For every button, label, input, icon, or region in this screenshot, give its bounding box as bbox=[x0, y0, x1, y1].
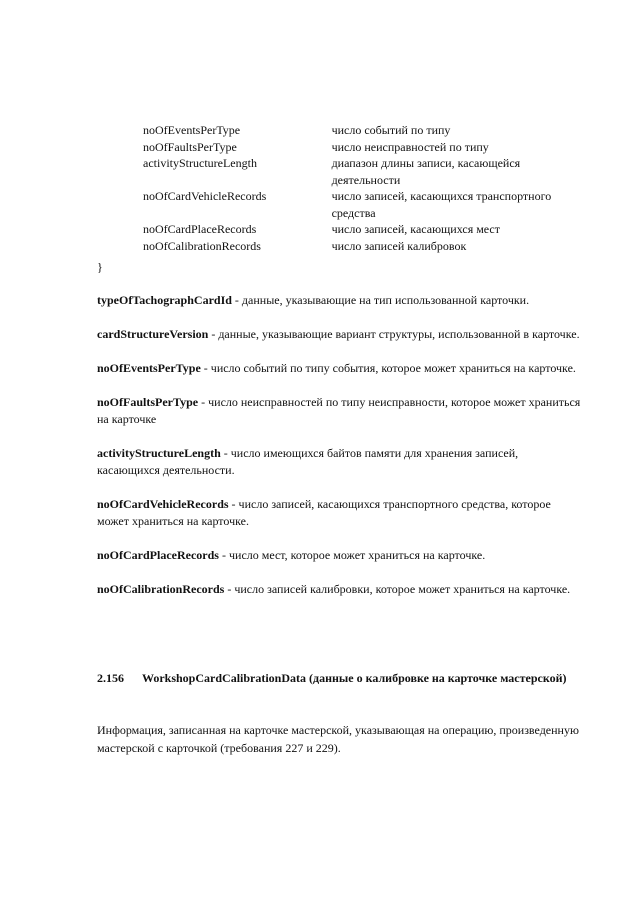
definition-term: noOfCalibrationRecords bbox=[97, 582, 225, 596]
definition-text: - данные, указывающие на тип использованной карточки. bbox=[231, 293, 530, 307]
definition-term: cardStructureVersion bbox=[97, 327, 209, 341]
definition-text: - число неисправностей по типу неисправности, которое может храниться на карточке bbox=[97, 395, 581, 426]
definition-paragraph bbox=[97, 445, 582, 479]
struct-field-desc: диапазон длины записи, касающейся деятельности bbox=[331, 156, 521, 187]
struct-field-row bbox=[143, 221, 583, 238]
section-paragraph: Информация, записанная на карточке мастерской, указывающая на операцию, произведенную мастерской с карточкой (требования 227 и 229). bbox=[97, 723, 579, 755]
struct-field-name: noOfCardVehicleRecords bbox=[143, 189, 267, 203]
struct-field-row bbox=[143, 139, 583, 156]
struct-field-name: noOfCardPlaceRecords bbox=[143, 222, 257, 236]
struct-field-name: activityStructureLength bbox=[143, 156, 257, 170]
definition-text: - число записей калибровки, которое может храниться на карточке. bbox=[224, 582, 571, 596]
definition-paragraph bbox=[97, 326, 582, 343]
struct-field-row bbox=[143, 155, 583, 188]
definition-term: typeOfTachographCardId bbox=[97, 293, 232, 307]
struct-field-row bbox=[143, 188, 583, 221]
definition-term: noOfEventsPerType bbox=[97, 361, 201, 375]
definition-paragraph bbox=[97, 581, 582, 598]
definition-text: - число имеющихся байтов памяти для хранения записей, касающихся деятельности. bbox=[97, 446, 519, 477]
definition-term: activityStructureLength bbox=[97, 446, 221, 460]
section-title: WorkshopCardCalibrationData (данные о калибровке на карточке мастерской) bbox=[142, 671, 567, 685]
struct-field-name: noOfEventsPerType bbox=[143, 123, 241, 137]
definition-term: noOfFaultsPerType bbox=[97, 395, 199, 409]
definition-term: noOfCardPlaceRecords bbox=[97, 548, 219, 562]
definition-text: - данные, указывающие вариант структуры, использованной в карточке. bbox=[208, 327, 580, 341]
definition-text: - число записей, касающихся транспортного средства, которое может храниться на карточке. bbox=[97, 497, 551, 528]
struct-field-table bbox=[143, 122, 583, 254]
definition-paragraph bbox=[97, 547, 582, 564]
definition-text: - число событий по типу события, которое может храниться на карточке. bbox=[200, 361, 576, 375]
definition-text: - число мест, которое может храниться на карточке. bbox=[218, 548, 486, 562]
struct-field-name: noOfFaultsPerType bbox=[143, 139, 237, 154]
closing-brace: } bbox=[97, 260, 103, 274]
definition-paragraph bbox=[97, 360, 582, 377]
struct-field-desc: число неисправностей по типу bbox=[331, 139, 489, 154]
definition-paragraph bbox=[97, 292, 582, 309]
definition-term: noOfCardVehicleRecords bbox=[97, 497, 229, 511]
struct-field-desc: число записей, касающихся транспортного средства bbox=[331, 189, 552, 220]
definition-paragraph bbox=[97, 394, 582, 428]
struct-field-row bbox=[143, 122, 583, 139]
struct-field-row bbox=[143, 238, 583, 255]
struct-field-desc: число записей, касающихся мест bbox=[331, 222, 500, 236]
struct-field-desc: число событий по типу bbox=[331, 123, 451, 137]
struct-field-desc: число записей калибровок bbox=[331, 238, 467, 253]
definition-paragraph bbox=[97, 496, 582, 530]
struct-field-name: noOfCalibrationRecords bbox=[143, 238, 261, 253]
definitions-list bbox=[97, 292, 582, 615]
section-number: 2.156 bbox=[97, 671, 124, 685]
section-heading bbox=[97, 670, 582, 687]
